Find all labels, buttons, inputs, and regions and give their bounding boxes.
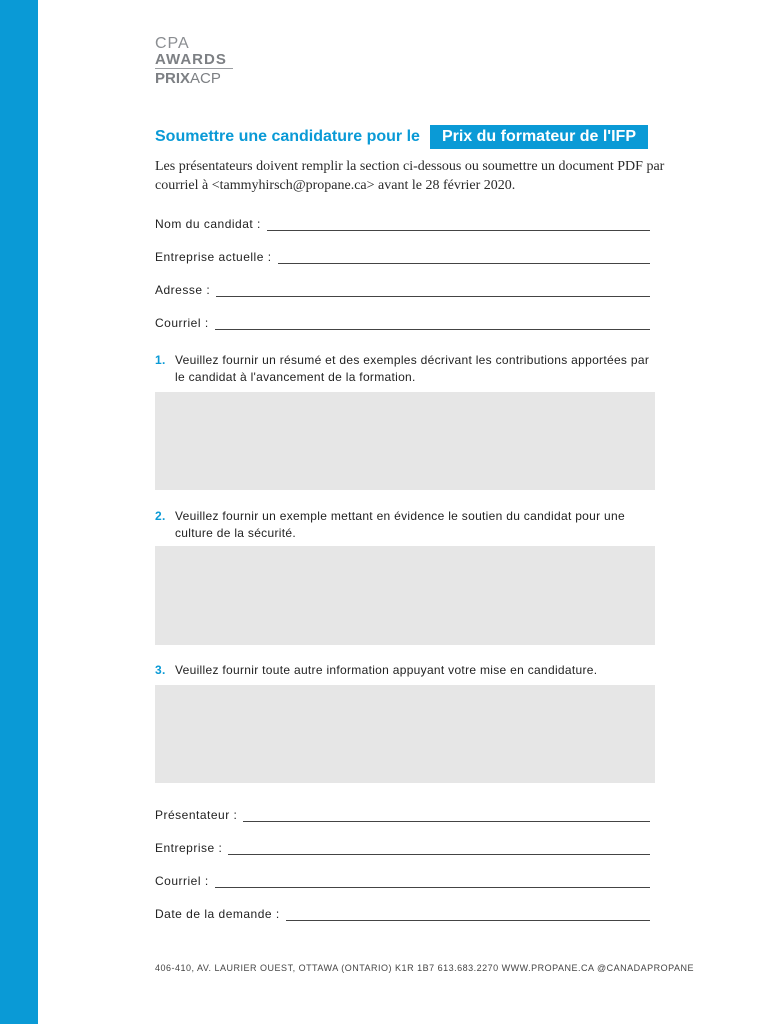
award-name-badge: Prix du formateur de l'IFP <box>430 125 648 149</box>
question-1-number: 1. <box>155 353 166 367</box>
presenter-line[interactable] <box>243 808 650 822</box>
presenter-company-line[interactable] <box>228 841 650 855</box>
logo-rule <box>155 68 233 69</box>
answer-box-1[interactable] <box>155 392 655 490</box>
request-date-field[interactable] <box>155 903 650 921</box>
candidate-name-label: Nom du candidat : <box>155 217 261 231</box>
request-date-label: Date de la demande : <box>155 907 280 921</box>
candidate-company-label: Entreprise actuelle : <box>155 250 272 264</box>
logo-cpa: CPA <box>155 35 190 52</box>
question-3 <box>155 662 660 679</box>
form-title <box>155 125 648 149</box>
candidate-email-field[interactable] <box>155 312 650 330</box>
answer-box-3[interactable] <box>155 685 655 783</box>
logo-prix-acp: PRIXACP <box>155 70 221 87</box>
cpa-awards-logo <box>155 36 233 86</box>
footer-contact: 406-410, AV. LAURIER OUEST, OTTAWA (ONTARIO) K1R 1B7 613.683.2270 WWW.PROPANE.CA @CANADAPROPANE <box>155 963 694 973</box>
presenter-label: Présentateur : <box>155 808 238 822</box>
question-3-text: Veuillez fournir toute autre information appuyant votre mise en candidature. <box>175 663 598 677</box>
candidate-email-label: Courriel : <box>155 316 209 330</box>
presenter-email-field[interactable] <box>155 870 650 888</box>
candidate-company-line[interactable] <box>278 250 650 264</box>
candidate-address-field[interactable] <box>155 279 650 297</box>
candidate-name-line[interactable] <box>267 217 650 231</box>
question-2 <box>155 508 660 542</box>
question-2-text: Veuillez fournir un exemple mettant en évidence le soutien du candidat pour une culture de la sécurité. <box>175 509 625 540</box>
logo-awards: AWARDS <box>155 51 227 68</box>
candidate-company-field[interactable] <box>155 246 650 264</box>
blue-sidebar <box>0 0 38 1024</box>
question-1-text: Veuillez fournir un résumé et des exemples décrivant les contributions apportées par le candidat à l'avancement de la formation. <box>175 353 650 384</box>
request-date-line[interactable] <box>286 907 650 921</box>
question-1 <box>155 352 660 386</box>
candidate-address-line[interactable] <box>216 283 650 297</box>
answer-box-2[interactable] <box>155 546 655 645</box>
presenter-company-label: Entreprise : <box>155 841 223 855</box>
candidate-email-line[interactable] <box>215 316 650 330</box>
presenter-company-field[interactable] <box>155 837 650 855</box>
presenter-field[interactable] <box>155 804 650 822</box>
presenter-email-label: Courriel : <box>155 874 209 888</box>
title-prefix: Soumettre une candidature pour le <box>155 128 420 145</box>
presenter-email-line[interactable] <box>215 874 650 888</box>
question-2-number: 2. <box>155 509 166 523</box>
question-3-number: 3. <box>155 663 166 677</box>
candidate-address-label: Adresse : <box>155 283 211 297</box>
instructions-paragraph: Les présentateurs doivent remplir la section ci-dessous ou soumettre un document PDF par courriel à <tammyhirsch@propane.ca> avant le 28 février 2020. <box>155 159 665 193</box>
candidate-name-field[interactable] <box>155 213 650 231</box>
